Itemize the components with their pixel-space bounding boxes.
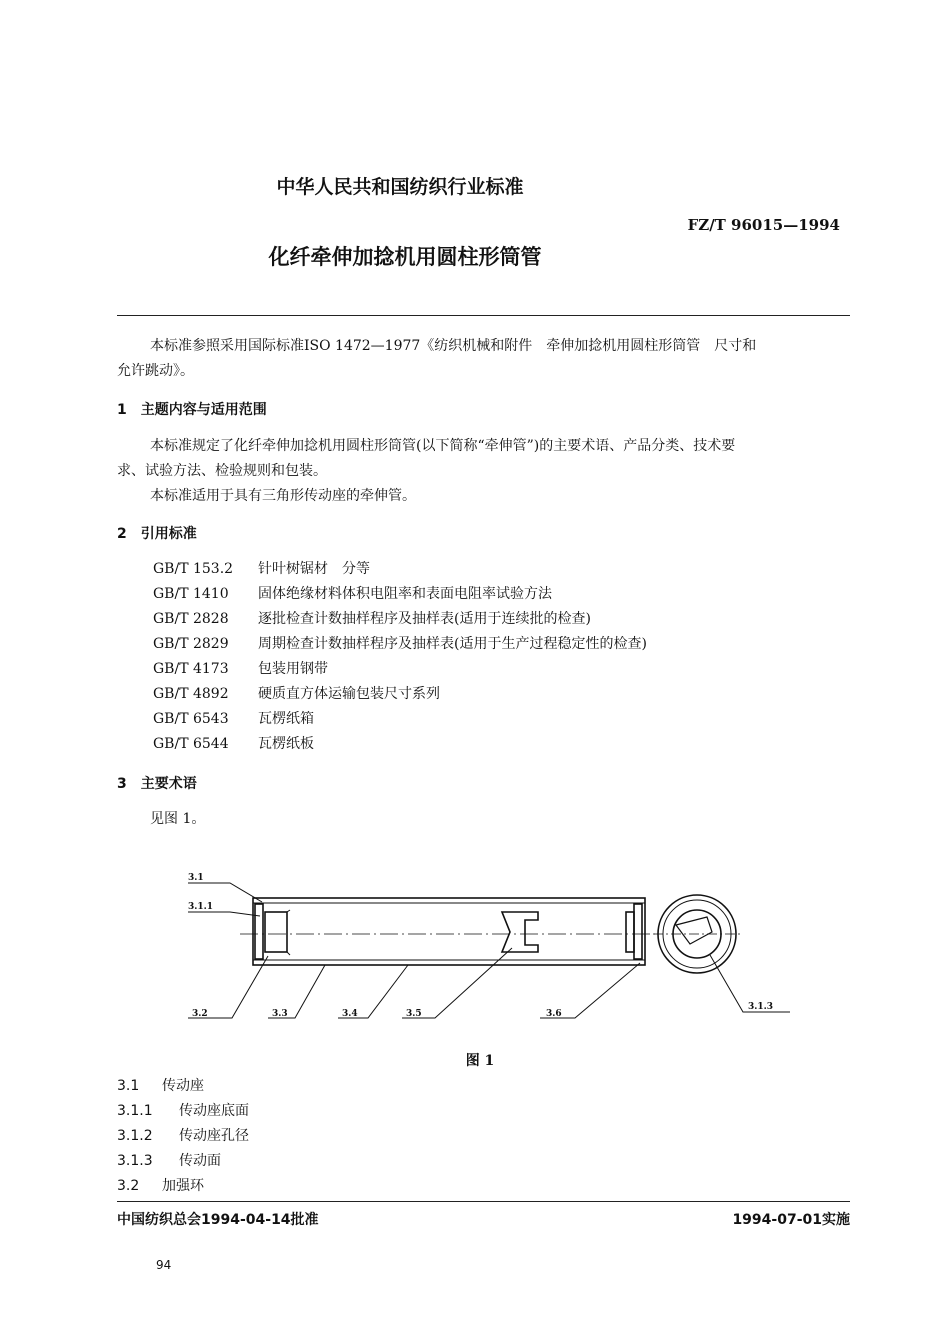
reference-code: GB/T 2829 xyxy=(153,636,229,652)
reference-item xyxy=(153,557,753,582)
label-3-2: 3.2 xyxy=(192,1009,208,1019)
section-3-heading: 3 主要术语 xyxy=(117,776,197,792)
triangular-drive-face xyxy=(676,917,712,944)
label-3-1-3: 3.1.3 xyxy=(748,1002,774,1012)
reference-code: GB/T 1410 xyxy=(153,586,229,602)
term-item xyxy=(117,1099,517,1124)
reference-title: 周期检查计数抽样程序及抽样表(适用于生产过程稳定性的检查) xyxy=(258,636,647,652)
section-1-heading: 1 主题内容与适用范围 xyxy=(117,402,267,418)
term-text: 传动面 xyxy=(179,1153,221,1169)
reference-title: 硬质直方体运输包装尺寸系列 xyxy=(258,686,440,702)
see-figure-text: 见图 1。 xyxy=(150,811,206,827)
section-1-para-1-line-2: 求、试验方法、检验规则和包装。 xyxy=(117,463,327,479)
inner-cone-seat xyxy=(502,912,538,952)
term-number: 3.1 xyxy=(117,1078,140,1094)
reference-item xyxy=(153,657,753,682)
reference-code: GB/T 153.2 xyxy=(153,561,234,577)
label-3-6: 3.6 xyxy=(546,1009,562,1019)
reference-item xyxy=(153,707,753,732)
term-item xyxy=(117,1124,517,1149)
term-item xyxy=(117,1174,517,1199)
label-3-1-1: 3.1.1 xyxy=(188,902,214,912)
term-item xyxy=(117,1074,517,1099)
terms-list xyxy=(117,1074,517,1199)
standard-code: FZ/T 96015—1994 xyxy=(687,216,840,234)
tube-outline xyxy=(253,898,645,965)
term-item xyxy=(117,1149,517,1174)
header-rule xyxy=(117,315,850,316)
intro-line-1: 本标准参照采用国际标准ISO 1472—1977《纺织机械和附件 牵伸加捻机用圆柱形筒管 尺寸和 xyxy=(150,338,757,354)
approval-date: 中国纺织总会1994-04-14批准 xyxy=(117,1212,319,1228)
right-end-ring xyxy=(634,904,642,959)
issuing-body: 中华人民共和国纺织行业标准 xyxy=(276,176,524,198)
reference-item xyxy=(153,582,753,607)
left-drive-seat xyxy=(255,904,263,959)
reference-title: 固体绝缘材料体积电阻率和表面电阻率试验方法 xyxy=(258,586,552,602)
term-text: 传动座 xyxy=(162,1078,204,1094)
section-1-para-2: 本标准适用于具有三角形传动座的牵伸管。 xyxy=(150,488,416,504)
reference-code: GB/T 6543 xyxy=(153,711,229,727)
reference-title: 逐批检查计数抽样程序及抽样表(适用于连续批的检查) xyxy=(258,611,591,627)
reference-title: 瓦楞纸箱 xyxy=(258,711,314,727)
document-title: 化纤牵伸加捻机用圆柱形筒管 xyxy=(268,245,542,269)
left-reinforcing-ring xyxy=(265,912,287,952)
reference-title: 针叶树锯材 分等 xyxy=(258,561,370,577)
term-number: 3.1.2 xyxy=(117,1128,153,1144)
reference-item xyxy=(153,632,753,657)
reference-list xyxy=(153,557,753,757)
section-1-para-1-line-1: 本标准规定了化纤牵伸加捻机用圆柱形筒管(以下简称“牵伸管”)的主要术语、产品分类、技术要 xyxy=(150,438,736,454)
reference-item xyxy=(153,732,753,757)
footer-rule xyxy=(117,1201,850,1202)
right-end-inner xyxy=(626,912,634,952)
reference-title: 包装用钢带 xyxy=(258,661,328,677)
intro-line-2: 允许跳动》。 xyxy=(117,363,194,379)
figure-1-caption: 图 1 xyxy=(465,1053,495,1069)
term-text: 传动座底面 xyxy=(179,1103,249,1119)
page-number: 94 xyxy=(156,1258,172,1272)
reference-code: GB/T 4892 xyxy=(153,686,229,702)
term-text: 传动座孔径 xyxy=(179,1128,249,1144)
figure-1-drawing xyxy=(150,860,810,1030)
label-3-1: 3.1 xyxy=(188,873,204,883)
term-number: 3.1.3 xyxy=(117,1153,153,1169)
reference-item xyxy=(153,682,753,707)
label-3-4: 3.4 xyxy=(342,1009,358,1019)
term-text: 加强环 xyxy=(162,1178,204,1194)
label-3-3: 3.3 xyxy=(272,1009,288,1019)
reference-code: GB/T 2828 xyxy=(153,611,229,627)
section-2-heading: 2 引用标准 xyxy=(117,526,197,542)
reference-item xyxy=(153,607,753,632)
reference-code: GB/T 6544 xyxy=(153,736,229,752)
reference-code: GB/T 4173 xyxy=(153,661,229,677)
label-3-5: 3.5 xyxy=(406,1009,422,1019)
term-number: 3.2 xyxy=(117,1178,140,1194)
effective-date: 1994-07-01实施 xyxy=(732,1212,850,1228)
reference-title: 瓦楞纸板 xyxy=(258,736,314,752)
term-number: 3.1.1 xyxy=(117,1103,153,1119)
